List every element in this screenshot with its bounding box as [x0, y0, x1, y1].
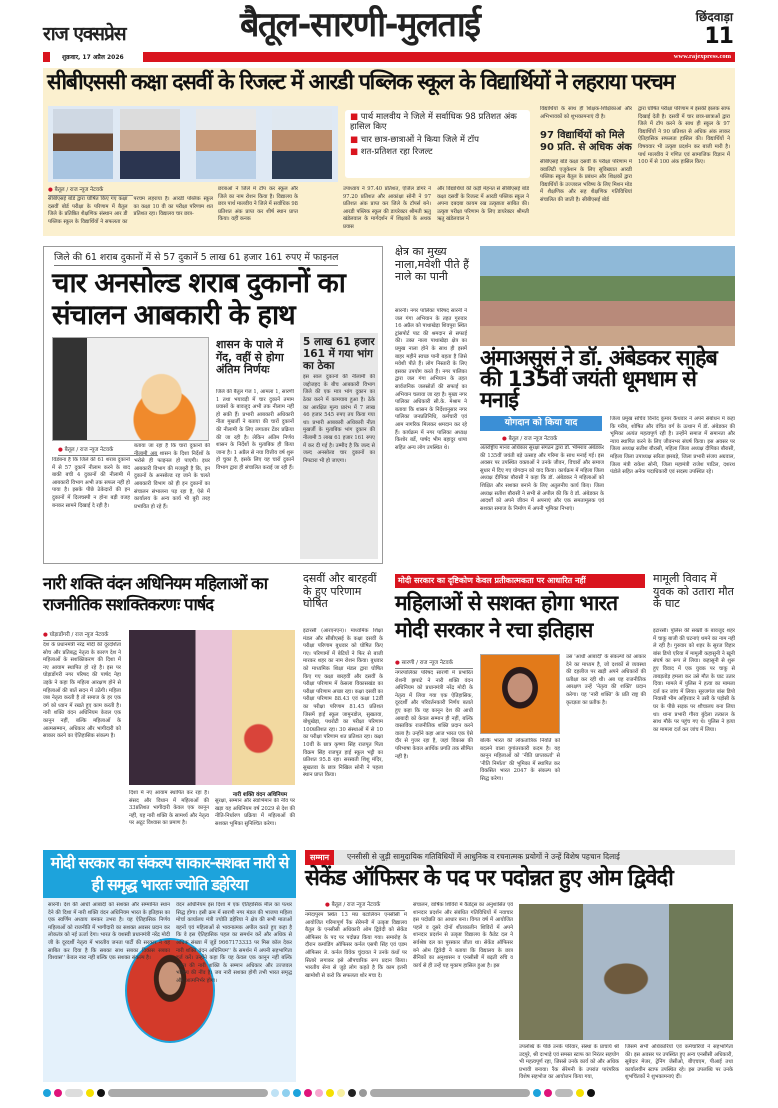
- edition-title: बैतूल-सारणी-मुलताई: [240, 5, 480, 45]
- article-body: सीबीएसई बोर्ड कक्षा दसवीं के परीक्षा परिणाम में क्वालिटी एजुकेशन के लिए सुविख्यात आरडी पब्लिक स्कूल बैतूल के प्रबंधन और शिक्षकों द्वारा विद्यार्थियों के उज्जवल भविष्य के लिए मिशन मोड में शैक्षणिक और सह शैक्षणिक गतिविधियां संचालित की जाती है। सीबीएसई बोर्ड: [540, 159, 632, 203]
- article-body: दिशा में नए आयाम स्थापित कर रहा है। संसद और विधान में महिलाओं की 33प्रतिशत भागीदारी केवल एक कानून नहीं, यह नारी शक्ति के सामर्थ्य और नेतृत्व पर अटूट विश्वास का प्रमाण है।: [129, 790, 209, 827]
- article-body: उस 'आधी आबादी' के संकल्पों को आकार देने का माध्यम है, जो दशकों से व्यवस्था की दहलीज पर खड़ी अपने अधिकारों की प्रतीक्षा कर रही थी। अब यह राजनीतिक आरक्षण उन्हें 'नेतृत्व की शक्ति' प्रदान करेगा। यह 'नारी शक्ति' के प्रति राष्ट्र की कृतज्ञता का प्रतीक है।: [566, 654, 646, 706]
- article-body: इस साल दुकानों की नीलामी की जद्दोजहद के बीच आबकारी विभाग जिले की एक मात्र भांग दुकान का ठेका करने में कामयाब हुआ है। ठेके का आरक्षित मूल्य प्रारंभ में 7 लाख 46 हजार 545 रुपए तय किया गया था। प्रभारी आबकारी अधिकारी नीता मुखर्जी के मुताबिक भांग दुकान की नीलामी 5 लाख 61 हजार 161 रुपए में कर दी गई है। उम्मीद है कि जल्द से जल्द अनसोल्ड चार दुकानों का निपटारा भी हो जाएगा।: [303, 374, 375, 464]
- student-photo: [120, 109, 180, 179]
- headline: क्षेत्र का मुख्य नाला,मवेशी पीते हैं नाले का पानी: [395, 245, 469, 284]
- article-body: इटारसी। पुलिस की सख्ती के बावजूद शहर में चाकू बाजी की घटनाएं थमने का नाम नहीं ले रही है। गुरुवार को शहर के सूरज विहार बांस डिपो एरिया में मामूली कहासुनी ने खूनी संघर्ष का रूप ले लिया। कहासुनी से शुरू हुए विवाद में एक युवक पर चाकू से ताबड़तोड़ हमला कर उसे मौत के घाट उतार दिया। मामले में पुलिस ने हत्या का मामला दर्ज कर जांच में लिया। सूरजगंज बांस डिपो निवासी भीम अहिरवार ने उसी के पड़ोसी के घर के पीछे सड़क पर शौचालय बना लिया था। थाना प्रभारी गौरव बुंदेला तत्काल के साथ मौके पर पहुंच गए थे। पुलिस ने हत्या का मामला दर्ज कर जांच में लिया।: [653, 628, 735, 733]
- ncc-story: [305, 850, 735, 1085]
- article-body: सुरक्षा, सम्मान और स्वाभिमान की नींव पर खड़ा यह अधिनियम वर्ष 2029 से देश की नीति-निर्धारण प्रक्रिया में महिलाओं की सशक्त भूमिका सुनिश्चित करेगा।: [215, 798, 295, 827]
- headline: चार अनसोल्ड शराब दुकानों का संचालन आबकारी के हाथ: [52, 267, 345, 331]
- kicker-bar: [305, 850, 735, 865]
- section-tag: सम्मान: [305, 850, 334, 865]
- article-body: नगरपालिका परिषद सारणी में प्रभारित रोशनी झपाटे ने नारी शक्ति वंदन अधिनियम को प्रधानमंत्री नरेंद्र मोदी के नेतृत्व में लिया गया एक ऐतिहासिक, दूरदर्शी और परिवर्तनकारी निर्णय बताते हुए कहा कि यह कानून देश की आधी आबादी को केवल सम्मान ही नहीं, बल्कि वास्तविक राजनीतिक शक्ति प्रदान करने वाला है। उन्होंने कहा आज भारत एक ऐसे दौर से गुजर रहा है, जहां विकास की परिभाषा केवल आर्थिक प्रगति तक सीमित नहीं है।: [395, 670, 473, 760]
- masthead: [0, 0, 778, 62]
- highlight-bullet: ■ शत-प्रतिशत रहा रिजल्ट: [350, 147, 433, 158]
- headline: दसवीं और बारहवीं के हुए परिणाम घोषित: [303, 572, 377, 611]
- date: शुक्रवार, 17 अप्रैल 2026: [62, 54, 124, 61]
- photo-caption: नारी शक्ति वंदन अधिनियम: [232, 792, 288, 798]
- city-label: छिंदवाड़ा: [695, 10, 733, 24]
- article-body: संचालन, वार्षिक शिविरों में कैडेट्स का अनुशासित एवं शानदार प्रदर्शन और संबंधित गतिविधियों में नवाचार इस पदोन्नति का आधार बना। विगत वर्ष में आयोजित पहले व दूसरे दोनों शीतकालीन शिविरों में अपने शानदार प्रदर्शन से उत्कृष्ट विद्यालय के कैडेट दल ने सर्वश्रेष्ठ दल का पुरस्कार जीता था। सेकेंड ऑफिसर बने ओम द्विवेदी ने बताया कि विद्यालय के छात्र सैनिकों का अनुशासन व एनसीसी में बढ़ती रुचि व कार्य से ही उन्हें यह मुकाम हासिल हुआ है। इस: [413, 902, 513, 969]
- article-body: जिले की बैतूल गंज 1, आमला 1, सारणी 1 तथा भयावड़ी में चार दुकानें तमाम प्रयासों के बावजूद अभी तक नीलाम नहीं हो सकी हैं। प्रभारी आबकारी अधिकारी नीता मुखर्जी ने बताया की चारों दुकानों की नीलामी के लिए लगातार टेंडर प्रक्रिया की जा रही है। लेकिन अंतिम निर्णय शासन के निर्देशों के मुताबिक ही किया जाना है। 1 अप्रैल से नया वित्तीय वर्ष शुरू हो चुका है, इसके लिए यह चारों दुकानें विभाग द्वारा ही संचालित कराई जा रही हैं।: [216, 389, 294, 471]
- byline: ● बैतूल / राज न्यूज नेटवर्क: [480, 434, 602, 445]
- headline: महिलाओं से सशक्त होगा भारत मोदी सरकार ने रचा इतिहास: [395, 591, 618, 642]
- student-photo: [196, 109, 256, 179]
- article-body: वंदन अधिनियम इस दिशा में एक ऐतिहासिक मील का पत्थर सिद्ध होगा। इसी क्रम में सारणी नगर मंडल की भाजपा महिला मोर्चा कार्यालय मंत्री ज्योति डहेरिया ने क्षेत्र की सभी माताओं बहनों एवं महिलाओं से भावनात्मक अपील करते हुए कहा है कि वे इस ऐतिहासिक पहल का समर्थन करें और अधिक से अधिक संख्या में जुड़ें 9667173333 पर मिस कॉल देकर नारी शक्ति वंदन अधिनियम'' के समर्थन में अपनी सहभागिता दर्ज करें। उन्होंने कहा कि यह केवल एक कानून नहीं बल्कि भारत की नारी शक्ति के सम्मान अधिकार और उज्जवल भविष्य की नींव है। जब नारी सशक्त होगी तभी भारत समृद्ध और आत्मनिर्भर होगा।: [176, 902, 292, 984]
- headline: नारी शक्ति वंदन अधिनियम महिलाओं का राजनीतिक सशक्तिकरणः पार्षद: [43, 574, 268, 614]
- red-marker: [43, 52, 50, 62]
- article-body: विडंबना है कि जिले की 61 शराब दुकानों में से 57 दुकानें नीलाम करने के बाद बाकी बची 4 दुकानों की नीलामी में आबकारी विभाग अभी तक सफल नहीं हो पाया है। इसके पीछे ठेकेदारों की इन दुकानों में दिलचस्पी न होना बड़ी वजह बनकर सामने दिखाई दे रही है।: [52, 457, 130, 509]
- article-body: नर्मदापुरम स्थित 13 मप्र बटालियन एनसीसी में आयोजित गरिमापूर्ण रैंक सेरेमनी में उत्कृष्ट विद्यालय बैतूल के एनसीसी अधिकारी ओम द्विवेदी को सेकेंड ऑफिसर के पद पर पदोन्नत किया गया। समारोह के दौरान कमांडिंग ऑफिसर कर्नल एसपी सिंह एवं एडम ऑफिसर ले. कर्नल विवेक चुंदावत ने उनके कंधों पर सितारे लगाकर इसे औपचारिक रूप प्रदान किया। भारतीय सेना से जुड़े लोग कहते है कि काम इतनी खामोशी से करो कि सफलता शोर मचा दे।: [305, 912, 407, 979]
- rank-ceremony-photo: [519, 904, 733, 1040]
- headline: सीबीएससी कक्षा दसवीं के रिजल्ट में आरडी पब्लिक स्कूल के विद्यार्थियों ने लहराया परचम: [47, 70, 675, 95]
- section-tag: योगदान को किया याद: [480, 416, 602, 431]
- nari-shakti-event-photo: [129, 630, 295, 785]
- highlights-box: [345, 110, 530, 178]
- page-number: 11: [704, 24, 733, 49]
- article-body: इटारसी (आरएनएन)। माध्यमिक शिक्षा मंडल और सीबीएसई के कक्षा दसवीं के परीक्षा परिणाम बुधवार को घोषित किए गए। परिणामों में बेटियों ने फिर से बाजी मारकर शहर का नाम रोशन किया। बुधवार को माध्यमिक शिक्षा मंडल द्वारा घोषित किए गए कक्षा बारहवीं और दसवीं के परीक्षा परिणाम में केसला विकासखंड का परीक्षा परिणाम अच्छा रहा। कक्षा दसवीं का परीक्षा परिणाम 88.43 एवं कक्षा 12वीं का परीक्षा परिणाम 81.45 प्रतिशत जिसमें हाई स्कूल जामुनडोल, सुखतवा, बोथुखेड़ा, पथरोटी का परीक्षा परिणाम 100प्रतिशत रहा। 30 संस्थाओं में से 10 का परीक्षा परिणाम शत प्रतिशत रहा। कक्षा 10वीं के छात्र कृष्णा सिंह राजपूत पिता विक्रम सिंह राजपूत हाई स्कूल भट्टी का प्रतिशत 95.8 रहा। सरस्वती शिशु मंदिर, सुखतवा के छात्र निखिल सोनी ने पहला स्थान प्राप्त किया।: [303, 628, 383, 779]
- article-body: सारनी। नगर पालिका परिषद सारनी ने जल गंगा अभियान के तहत गुरुवार 16 अप्रैल को पाथाखेड़ा शिवपुरा स्थित ट्रांसपोर्ट पाट की श्रमदान से सफाई की। उक्त नाला पाथाखेड़ा क्षेत्र का प्रमुख नाला होने के साथ ही इसमें बाहर महीने स्वच्छ पानी बहता है जिसे मवेशी पीते हैं। लोग निस्तारी के लिए इसका उपयोग करते हैं। नगर पालिका द्वारा जल गंगा अभियान के तहत सार्वजनिक जलस्रोतों की सफाई का अभियान चलाया जा रहा है। मुख्य नगर पालिका अधिकारी सी.के. मेश्राम ने बताया कि शासन के निर्देशानुसार नगर पालिका जनप्रतिनिधि, कर्मचारी एवं आम नागरिक मिलकर श्रमदान कर रहे हैं। कार्यक्रम में नगर पालिका अध्यक्ष किशोर बर्डे, पार्षद भीम बहादुर थापा सहित अन्य लोग उपस्थित थे।: [395, 308, 467, 451]
- ambedkar-jayanti-photo: [480, 246, 735, 346]
- paper-name: राज एक्सप्रेस: [43, 23, 126, 45]
- article-body: उपलब्धि के पीछे उनके परिवार, संस्था के प्राचार्य श्री उदपुरे, श्री दाभाड़े एवं समस्त स्टाफ का निरंतर सहयोग भी महत्वपूर्ण रहा, जिससे उनके कार्य को और अधिक प्रभावी बनाया। रैंक सेरेमनी के उपरांत पारंपरिक विशेष सहभोज का आयोजन किया गया,: [519, 1044, 619, 1081]
- article-body: जिसमें सभी अधिकारियों एवं कर्मचारियों ने सहभागिता की। इस अवसर पर उपस्थित हुए अन्य एनसीसी अधिकारी, सूबेदार मेजर, ट्रेनिंग जेसीओ, बीएचएम, पीआई तथा कार्यालयीन स्टाफ उपस्थित रहे। इस उपलब्धि पर उनके शुभचिंतकों ने शुभकामनाएं दीं।: [625, 1044, 733, 1081]
- subheadline: 5 लाख 61 हजार 161 में गया भांग का ठेका: [303, 336, 375, 373]
- kicker-banner: मोदी सरकार का दृष्टिकोण केवल प्रतीकात्मकता पर आधारित नहीं: [395, 574, 645, 588]
- student-photo: [272, 109, 332, 179]
- cartoon-illustration: [52, 337, 209, 441]
- kicker: जिले की 61 शराब दुकानों में से 57 दुकानें 5 लाख 61 हजार 161 रुपए में फाइनल: [54, 250, 338, 266]
- student-photos: [48, 106, 338, 182]
- article-body: विद्यार्थियों के साथ ही शिक्षक-शिक्षिकाओं और अभिभावकों को शुभकामनाएं दी है।: [540, 106, 632, 120]
- headline: अंमाअसुसं ने डॉ. अंबेडकर साहेब की 135वीं जयंती धूमधाम से मनाई: [480, 346, 717, 413]
- byline: ● घोड़ाडोंगरी / राज न्यूज नेटवर्क: [43, 630, 121, 641]
- headline: मोदी सरकार का संकल्प साकार-सशक्त नारी से ही समृद्ध भारतः ज्योति डहेरिया: [43, 850, 296, 898]
- byline: ● बैतूल / राज न्यूज नेटवर्क: [58, 445, 158, 456]
- article-body: देश के प्रधानमंत्री नरेंद्र मोदी की दूरदर्शिता सोच और प्रतिबद्ध नेतृत्व के कारण देश ने महिलाओं के सशक्तिकरण की दिशा में नए आयाम स्थापित हो रहे है। इस पर घोड़ाडोंगरी नगर परिषद की पार्षद नेहा उइके ने कहा कि महिला आरक्षण होने से महिलाओं की बातें सदन में उठेंगी। महिला जब नेतृत्व करती है तो समाज के हर एक वर्ग को ध्यान में रखते हुए काम करती है। नारी शक्ति वंदन अधिनियम केवल एक कानून नहीं, बल्कि महिलाओं के आत्मसम्मान, अधिकार और भागीदारी को साकार करने का ऐतिहासिक संकल्प है।: [43, 642, 121, 740]
- byline: ● बैतूल / राज न्यूज नेटवर्क: [48, 185, 133, 196]
- byline: ● बैतूल / राज न्यूज नेटवर्क: [305, 900, 405, 911]
- article-body: सारनी। देश की आधी आबादी को सशक्त और सम्मानित स्थान देने की दिशा में नारी शक्ति वंदन अधिनियम भारत के इतिहास का एक स्वर्णिम अध्याय बनकर उभरा है। यह ऐतिहासिक निर्णय महिलाओं को राजनीति में भागीदारी का सशक्त अवसर प्रदान कर लोकतंत्र को नई ऊर्जा देगा। भारत के यशस्वी प्रधानमंत्री नरेंद्र मोदी जी के दूरदर्शी नेतृत्व में भारतीय जनता पार्टी की सरकार ने यह साबित कर दिया है कि सबका साथ सबका विकास सबका विश्वास'' केवल नारा नहीं बल्कि एक सशक्त संकल्प है।: [48, 902, 170, 962]
- article-body: बताया जा रहा है कि चारों दुकानों की नीलामी अब शासन के दिशा निर्देशों के भरोसे ही फाइनल हो पाएगी। इधर आबकारी विभाग की मजबूरी है कि, इन दुकानों के अनसोल्ड रह जाने के चलते आबकारी विभाग को ही इन दुकानों का संचालन संभालना पड़ रहा है, ऐसे में कार्यालय के अन्य कार्य भी बुरी तरह प्रभावित हो रहे हैं।: [134, 443, 210, 510]
- print-color-bar: [43, 1088, 735, 1098]
- subheadline: शासन के पाले में गेंद, वहीं से होगा अंतिम निर्णयः: [216, 338, 284, 377]
- headline: सेकेंड ऑफिसर के पद पर पदोन्नत हुए ओम द्विवेदी: [305, 866, 673, 891]
- highlight-bullet: ■ पार्थ मालवीय ने जिले में सर्वाधिक 98 प्रतिशत अंक हासिल किए: [350, 112, 517, 132]
- cbse-result-story: [43, 68, 735, 236]
- article-body: जिला प्रमुख सचिव विनोद कुमार कैथवार ने अपने संबोधन में कहा कि गरीब, शोषित और वंचित वर्ग के उत्थान में डॉ. अंबेडकर की भूमिका अत्यंत महत्वपूर्ण रही है। उन्होंने समाज में समानता और न्याय स्थापित करने के लिए जीवनभर संघर्ष किया। इस अवसर पर जिला अध्यक्ष सतीश बौरासी, महिला जिला अध्यक्ष दीपिका बौरासी, महिला जिला उपाध्यक्ष सरिता झरबड़े, जिला प्रभारी संजय अग्रवाल, जिला मंत्री राकेश सोनी, जिला महामंत्री राजेश पाटिल, दशरथ पंडोले सहित अनेक पदाधिकारी एवं सदस्य उपस्थित रहे।: [610, 416, 735, 476]
- article-body: बल्कि भारत की लोकतांत्रिक नियति को बदलने वाला युगांतरकारी कदम है। यह कानून महिलाओं को 'नीति प्राप्तकर्ता' से 'नीति निर्माता' की भूमिका में स्थापित कर विकसित भारत 2047 के संकल्प को सिद्ध करेगा।: [480, 738, 560, 782]
- website-link[interactable]: www.rajexpress.com: [673, 53, 731, 60]
- highlight-bullet: ■ चार छात्र-छात्राओं ने किया जिले में टॉप: [350, 134, 479, 145]
- article-body: छात्राओं ने जिले में टॉप कर स्कूल और जिले का नाम रोशन किया है। विद्यालय के छात्र पार्थ मालवीय ने जिले में सर्वाधिक 98 प्रतिशत अंक प्राप्त कर शीर्ष स्थान प्राप्त किया। वहीं कनक: [218, 186, 298, 223]
- byline: ● सारणी / राज न्यूज नेटवर्क: [395, 658, 473, 669]
- subheadline: 97 विद्यार्थियों को मिले 90 प्रति. से अधिक अंक: [540, 130, 632, 153]
- portrait-photo: [480, 654, 560, 734]
- article-body: सीबीएसई बोर्ड द्वारा घोषित किए गए कक्षा दसवीं बोर्ड परीक्षा के परिणाम में बैतूल जिले के प्रतिष्ठित शैक्षणिक संस्थान आर डी पब्लिक स्कूल के विद्यार्थियों ने सफलता का परचम लहराया है। आरडी पब्लिक स्कूल का कक्षा 10 वी का परीक्षा परिणाम शत प्रतिशत रहा। विद्यालय चार छात्र-: [48, 196, 213, 225]
- kicker: एनसीसी से जुड़ी सामुदायिक गतिविधियों में आधुनिक व रचनात्मक प्रयोगों ने उन्हें विशेष पहचान दिलाई: [347, 852, 620, 861]
- article-body: उपाध्याय ने 97.40 प्रतिशत, एंजिल डोंगरे ने 97.20 प्रतिशत और आकांक्षा सोनी ने 97 प्रतिशत अंक प्राप्त कर जिले के टॉपर्स बने। आरडी पब्लिक स्कूल की डायरेक्टर श्रीमती ऋतु खंडेलवाल के मार्गदर्शन में शिक्षकों के अथक प्रयास: [343, 186, 431, 230]
- article-body: द्वारा घोषित परीक्षा परिणाम में इसकी झलक साफ दिखाई देती है। दसवीं में चार छात्र-छात्राओं द्वारा जिले में टॉप करने के साथ ही स्कूल के 97 विद्यार्थियों ने 90 प्रतिशत से अधिक अंक लाकर ऐतिहासिक सफलता हासिल की। विद्यार्थियों ने विषयवार भी उत्कृष्ट प्रदर्शन कर बाजी मारी है। पार्थ मालवीय ने गणित एवं सामाजिक विज्ञान में 100 में से 100 अंक हासिल किए।: [638, 106, 730, 166]
- headline: मामूली विवाद में युवक को उतारा मौत के घाट: [653, 572, 734, 611]
- red-rule: [143, 52, 735, 62]
- jyoti-daheriya-story: [43, 850, 296, 1082]
- article-body: अंतर्राष्ट्रीय मानव अधिकार सुरक्षा संगठन द्वारा डॉ. भीमराव अंबेडकर की 135वीं जयंती बड़े उत्साह और गरिमा के साथ मनाई गई। इस अवसर पर उपस्थित वक्ताओं ने उनके जीवन, विचारों और समाज सुधार में दिए गए योगदान को याद किया। कार्यक्रम में महिला जिला अध्यक्ष दीपिका बौरासी ने कहा कि डॉ. अंबेडकर ने महिलाओं को शिक्षित और सशक्त बनाने के लिए अतुलनीय कार्य किए। जिला अध्यक्ष सतीश बौरासी ने सभी से अपील की कि वे डॉ. अंबेडकर के आदर्शों को अपने जीवन में अपनाएं और एक समतामूलक एवं सशक्त समाज के निर्माण में अपनी भूमिका निभाएं।: [480, 445, 604, 512]
- student-photo: [53, 109, 113, 179]
- article-body: और विद्यार्थियों की कड़ी मेहनत से सीबीएसई बोर्ड कक्षा दसवीं के रिजल्ट में आरडी पब्लिक स्कूल ने अपना दबदबा कायम रख उत्कृष्टता साबित की। उत्कृष्ट परीक्षा परिणाम के लिए डायरेक्टर श्रीमती ऋतु खंडेलवाल ने: [437, 186, 529, 223]
- liquor-shops-story: [43, 246, 383, 564]
- sidebar-box: [300, 333, 378, 559]
